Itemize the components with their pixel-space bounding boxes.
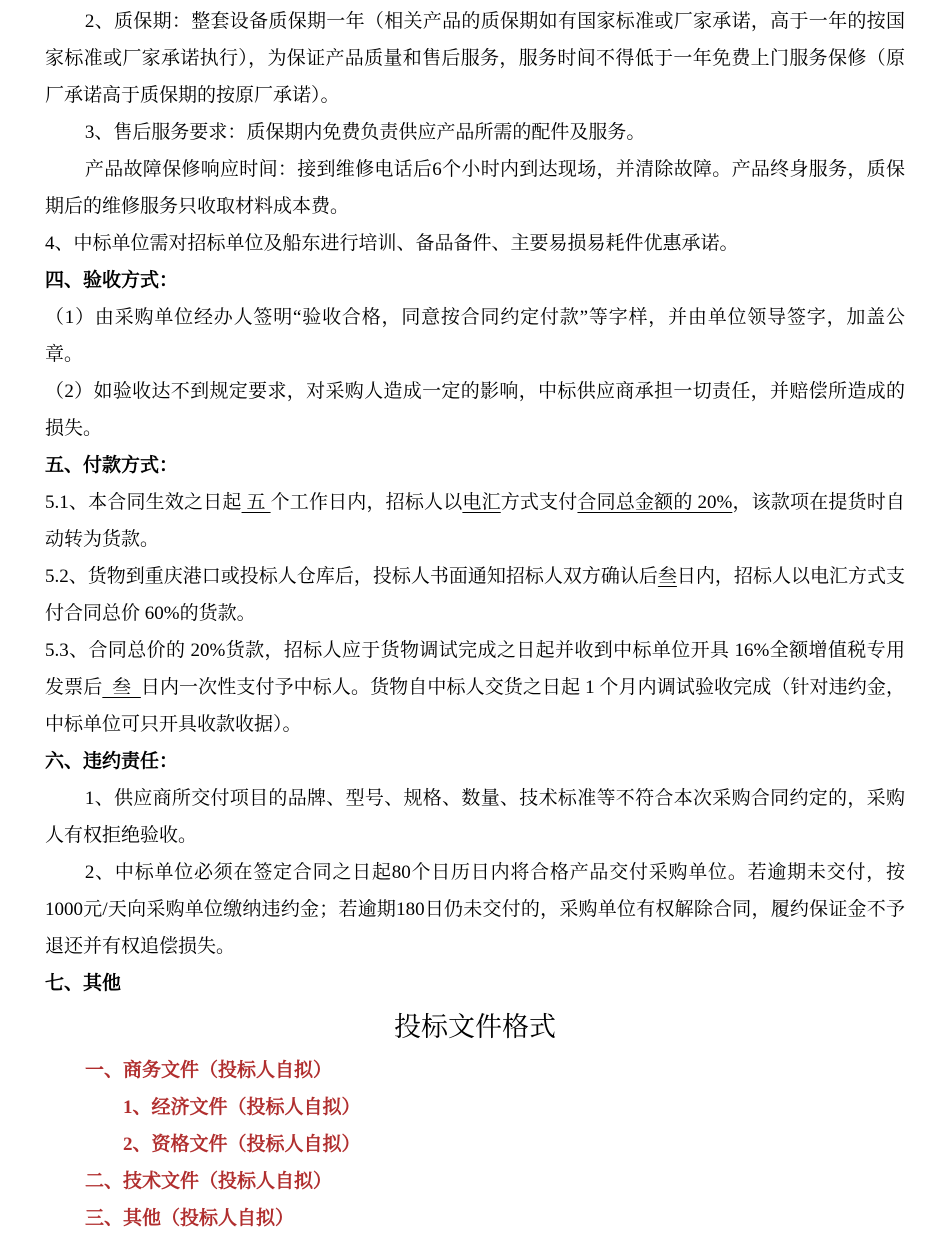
text-run: 方式支付 [500, 492, 578, 513]
clause-3-after-sales [45, 114, 905, 151]
text-run: 5.3、合同总价的 20%货款，招标人应于货物调试完成之日起并收到中标单位开具 16%全额增值税专用发票后 [45, 640, 905, 698]
text-run: 日内一次性支付予中标人。货物自中标人交货之日起 1 个月内调试验收完成（针对违约金，中标单位可只开具收款收据）。 [45, 677, 905, 735]
text-run: （2）如验收达不到规定要求，对采购人造成一定的影响，中标供应商承担一切责任，并赔偿所造成的损失。 [45, 381, 905, 439]
text-run: 2、中标单位必须在签定合同之日起80个日历日内将合格产品交付采购单位。若逾期未交付，按1000元/天向采购单位缴纳违约金；若逾期180日仍未交付的，采购单位有权解除合同，履约保证金不予退还并有权追偿损失。 [45, 862, 905, 957]
clause-repair-response [45, 151, 905, 225]
text-run: 3、售后服务要求：质保期内免费负责供应产品所需的配件及服务。 [84, 122, 646, 143]
text-run: 五、付款方式： [45, 455, 179, 476]
payment-5-3 [45, 632, 905, 743]
acceptance-item-2 [45, 373, 905, 447]
text-run: 六、违约责任： [45, 751, 179, 772]
text-run: 2、质保期：整套设备质保期一年（相关产品的质保期如有国家标准或厂家承诺，高于一年的按国家标准或厂家承诺执行），为保证产品质量和售后服务，服务时间不得低于一年免费上门服务保修（原厂承诺高于质保期的按原厂承诺）。 [45, 11, 905, 106]
text-run: 二、技术文件（投标人自拟） [85, 1171, 333, 1192]
text-run: 产品故障保修响应时间：接到维修电话后6个小时内到达现场，并清除故障。产品终身服务，质保期后的维修服务只收取材料成本费。 [45, 159, 905, 217]
text-run: 1、经济文件（投标人自拟） [123, 1097, 361, 1118]
text-run: ，该款项在提货时自动转为货款。 [45, 492, 905, 550]
underlined-text: 合同总金额的 20% [577, 492, 733, 513]
heading-4-acceptance [45, 262, 905, 299]
bid-outline-commercial [45, 1052, 905, 1089]
text-run: 投标文件格式 [394, 1012, 556, 1042]
heading-7-other [45, 965, 905, 1002]
bid-outline-qualification [45, 1126, 905, 1163]
payment-5-1 [45, 484, 905, 558]
underlined-text: 叁 [657, 566, 677, 587]
bid-outline-economic [45, 1089, 905, 1126]
text-run: 一、商务文件（投标人自拟） [85, 1060, 333, 1081]
bid-outline-technical [45, 1163, 905, 1200]
text-run: （1）由采购单位经办人签明“验收合格，同意按合同约定付款”等字样，并由单位领导签字，加盖公章。 [45, 307, 905, 365]
heading-5-payment [45, 447, 905, 484]
acceptance-item-1 [45, 299, 905, 373]
underlined-text: 五 [241, 492, 271, 513]
text-run: 七、其他 [45, 973, 122, 994]
text-run: 日内，招标人以电汇方式支付合同总价 60%的货款。 [45, 566, 905, 624]
underlined-text: 电汇 [462, 492, 501, 513]
payment-5-2 [45, 558, 905, 632]
bid-outline-other [45, 1200, 905, 1235]
heading-6-breach [45, 743, 905, 780]
bid-format-title [45, 1004, 905, 1050]
text-run: 5.2、货物到重庆港口或投标人仓库后，投标人书面通知招标人双方确认后 [45, 566, 658, 587]
clause-4-training [45, 225, 905, 262]
text-run: 1、供应商所交付项目的品牌、型号、规格、数量、技术标准等不符合本次采购合同约定的，采购人有权拒绝验收。 [45, 788, 905, 846]
breach-item-1 [45, 780, 905, 854]
text-run: 四、验收方式： [45, 270, 179, 291]
text-run: 个工作日内，招标人以 [270, 492, 463, 513]
underlined-text: 叁 [102, 677, 141, 698]
text-run: 5.1、本合同生效之日起 [45, 492, 242, 513]
text-run: 2、资格文件（投标人自拟） [123, 1134, 361, 1155]
text-run: 4、中标单位需对招标单位及船东进行培训、备品备件、主要易损易耗件优惠承诺。 [45, 233, 739, 254]
text-run: 三、其他（投标人自拟） [85, 1208, 295, 1229]
breach-item-2 [45, 854, 905, 965]
clause-2-warranty-period [45, 3, 905, 114]
